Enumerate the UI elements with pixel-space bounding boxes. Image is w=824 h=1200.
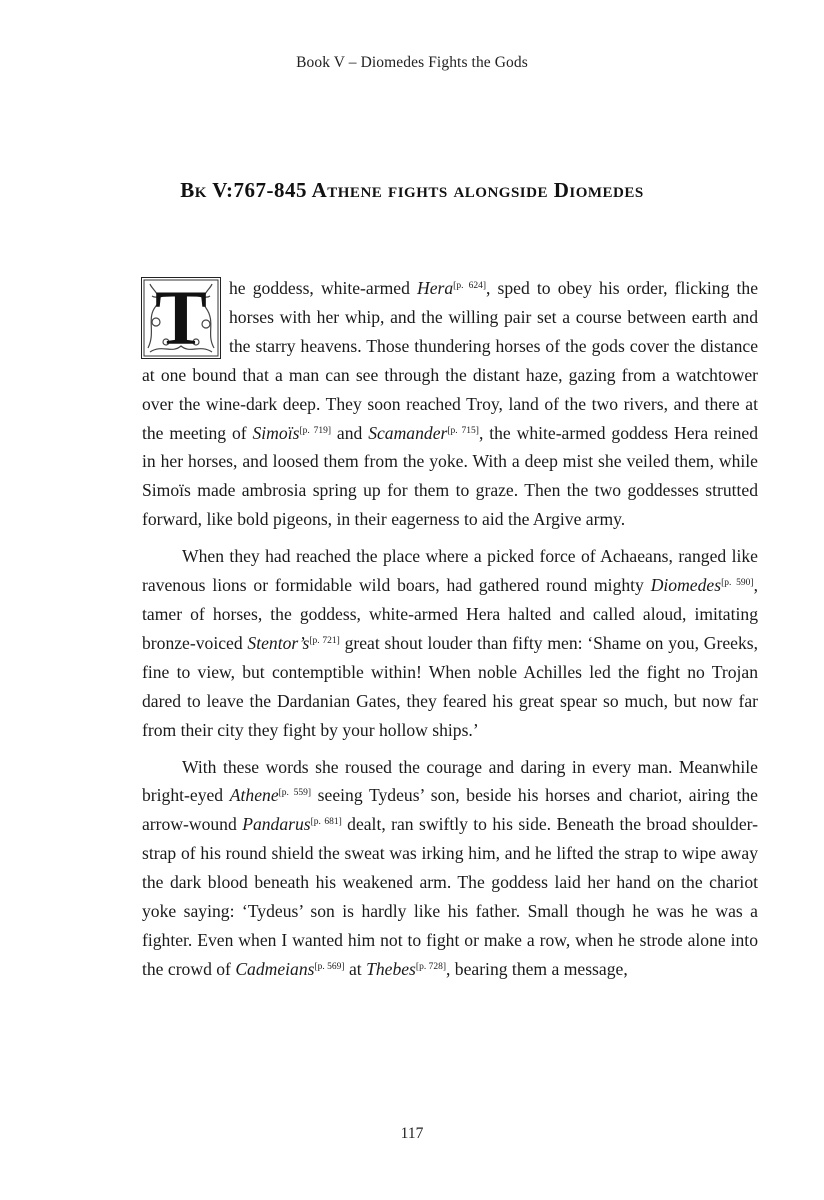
ornamental-dropcap bbox=[141, 274, 221, 361]
italic-name: Scamander bbox=[368, 422, 448, 443]
text-run: , the white-armed goddess Hera reined in her horses, and loosed them from the yoke. With a deep mist she veiled them, while Simoïs made ambrosia spring up for them to graze. Then the two goddesses strutted forward, like bold pigeons, in their eagerness to aid the Argive army. bbox=[142, 422, 759, 530]
text-run: , tamer of horses, the goddess, white-armed Hera halted and called aloud, imitating bronze-voiced bbox=[142, 575, 758, 653]
section-title: Bk V:767-845 Athene fights alongside Diomedes bbox=[180, 178, 644, 202]
italic-name: Pandarus bbox=[242, 814, 311, 835]
text-run: , bearing them a message, bbox=[445, 958, 628, 979]
page-reference: [p. 624] bbox=[453, 281, 486, 291]
text-run: great shout louder than fifty men: ‘Shame on you, Greeks, fine to view, but contemptible within! When noble Achilles led the fight no Trojan dared to leave the Dardanian Gates, they feared his great spear so much, but now far from their city they fight by your hollow ships.’ bbox=[142, 632, 758, 740]
text-run: , sped to obey his order, flicking the horses with her whip, and the willing pair set a course between earth and the starry heavens. Those thundering horses of the gods cover the distance at one bound that a man can see through the distant haze, gazing from a watchtower over the wine-dark deep. They soon reached Troy, land of the two rivers, and there at the meeting of bbox=[142, 278, 758, 443]
page-reference: [p. 590] bbox=[721, 578, 754, 589]
italic-name: Thebes bbox=[366, 958, 416, 979]
page-reference: [p. 715] bbox=[447, 425, 479, 436]
text-run: seeing Tydeus’ son, beside his horses and chariot, airing the arrow-wound bbox=[142, 785, 758, 835]
italic-name: Cadmeians bbox=[235, 958, 315, 979]
page-reference: [p. 559] bbox=[278, 788, 311, 799]
text-run: dealt, ran swiftly to his side. Beneath the broad shoulder-strap of his round shield the sweat was irking him, and he lifted the strap to wipe away the dark blood beneath his weakened arm. The goddess laid her hand on the chariot yoke saying: ‘Tydeus’ son is hardly like his father. Small though he was he was a fighter. Even when I wanted him not to fight or make a row, when he strode alone into the crowd of bbox=[142, 814, 758, 979]
dropcap-letter: T bbox=[154, 274, 208, 361]
italic-name: Hera bbox=[417, 278, 454, 298]
italic-name: Stentor’s bbox=[247, 632, 310, 653]
page-number: 117 bbox=[400, 1125, 424, 1142]
paragraph-1 bbox=[142, 274, 758, 534]
text-run: he goddess, white-armed bbox=[229, 278, 417, 298]
page-reference: [p. 728] bbox=[415, 961, 446, 972]
text-run: When they had reached the place where a picked force of Achaeans, ranged like ravenous lions or formidable wild boars, had gathered round mighty bbox=[142, 546, 758, 596]
body-text bbox=[142, 274, 758, 984]
running-header: Book V – Diomedes Fights the Gods bbox=[296, 54, 528, 71]
italic-name: Simoïs bbox=[252, 422, 300, 443]
text-run: at bbox=[344, 958, 367, 979]
page-reference: [p. 721] bbox=[309, 635, 340, 646]
text-run: and bbox=[331, 422, 369, 443]
paragraph-3 bbox=[142, 753, 758, 984]
italic-name: Diomedes bbox=[650, 575, 722, 596]
text-run: With these words she roused the courage and daring in every man. Meanwhile bright-eyed bbox=[142, 756, 758, 806]
paragraph-2 bbox=[142, 542, 758, 744]
page-reference: [p. 681] bbox=[310, 817, 342, 828]
italic-name: Athene bbox=[229, 785, 279, 806]
page-reference: [p. 569] bbox=[314, 961, 345, 972]
page-reference: [p. 719] bbox=[299, 425, 332, 436]
